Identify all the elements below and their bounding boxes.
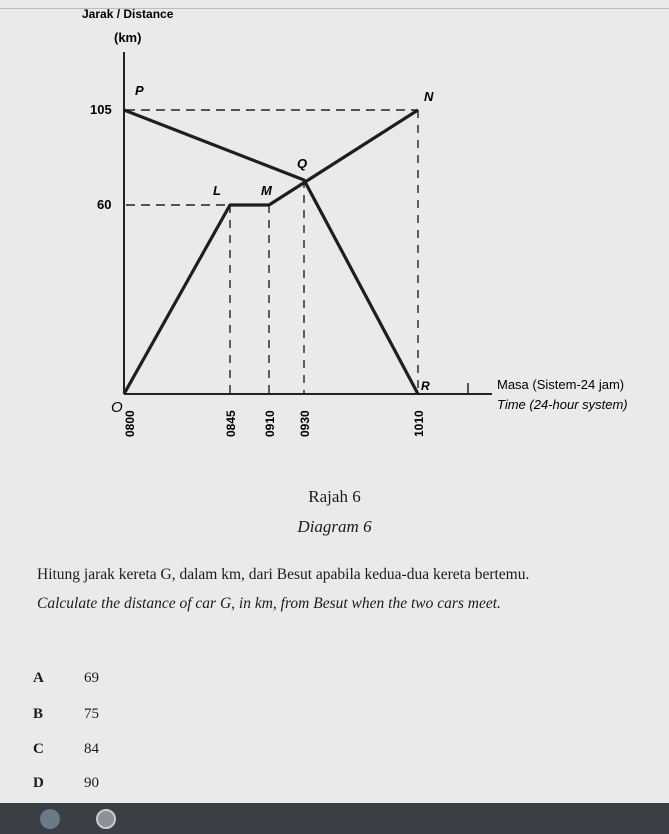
series-line-car-from-p xyxy=(124,110,418,394)
point-label-r: R xyxy=(421,379,430,393)
x-axis-label-malay: Masa (Sistem-24 jam) xyxy=(497,377,625,392)
option-a-value[interactable]: 69 xyxy=(84,670,99,686)
option-b-letter: B xyxy=(33,706,44,722)
taskbar xyxy=(0,803,669,834)
x-tick-label-1010: 1010 xyxy=(412,410,426,437)
diagram-caption-malay: Rajah 6 xyxy=(308,487,361,506)
x-tick-label-0910: 0910 xyxy=(263,410,277,437)
question-english: Calculate the distance of car G, in km, from Besut when the two cars meet. xyxy=(37,595,501,612)
y-axis-label-line1: Jarak / Distance xyxy=(82,7,174,21)
option-a-letter: A xyxy=(33,670,44,686)
option-d-value[interactable]: 90 xyxy=(84,775,99,791)
x-axis-label-english: Time (24-hour system) xyxy=(497,397,628,412)
x-tick-label-0845: 0845 xyxy=(224,410,238,437)
point-label-p: P xyxy=(135,83,144,98)
series-line-car-from-o xyxy=(124,110,418,394)
point-label-q: Q xyxy=(297,156,308,171)
option-d-letter: D xyxy=(33,775,44,791)
option-c-value[interactable]: 84 xyxy=(84,741,99,757)
x-tick-label-0930: 0930 xyxy=(298,410,312,437)
question-malay: Hitung jarak kereta G, dalam km, dari Besut apabila kedua-dua kereta bertemu. xyxy=(37,566,530,583)
y-axis-label-line2: (km) xyxy=(114,30,142,45)
app-launcher-icon[interactable] xyxy=(40,809,60,829)
option-b-value[interactable]: 75 xyxy=(84,706,99,722)
origin-label: O xyxy=(111,399,123,416)
point-label-l: L xyxy=(213,183,221,198)
y-tick-label-105: 105 xyxy=(90,102,112,117)
option-c-letter: C xyxy=(33,741,44,757)
browser-icon[interactable] xyxy=(96,809,116,829)
x-tick-label-0800: 0800 xyxy=(123,410,137,437)
point-label-m: M xyxy=(261,183,272,198)
point-label-n: N xyxy=(424,89,434,104)
diagram-caption-english: Diagram 6 xyxy=(297,517,372,536)
y-tick-label-60: 60 xyxy=(97,197,112,212)
